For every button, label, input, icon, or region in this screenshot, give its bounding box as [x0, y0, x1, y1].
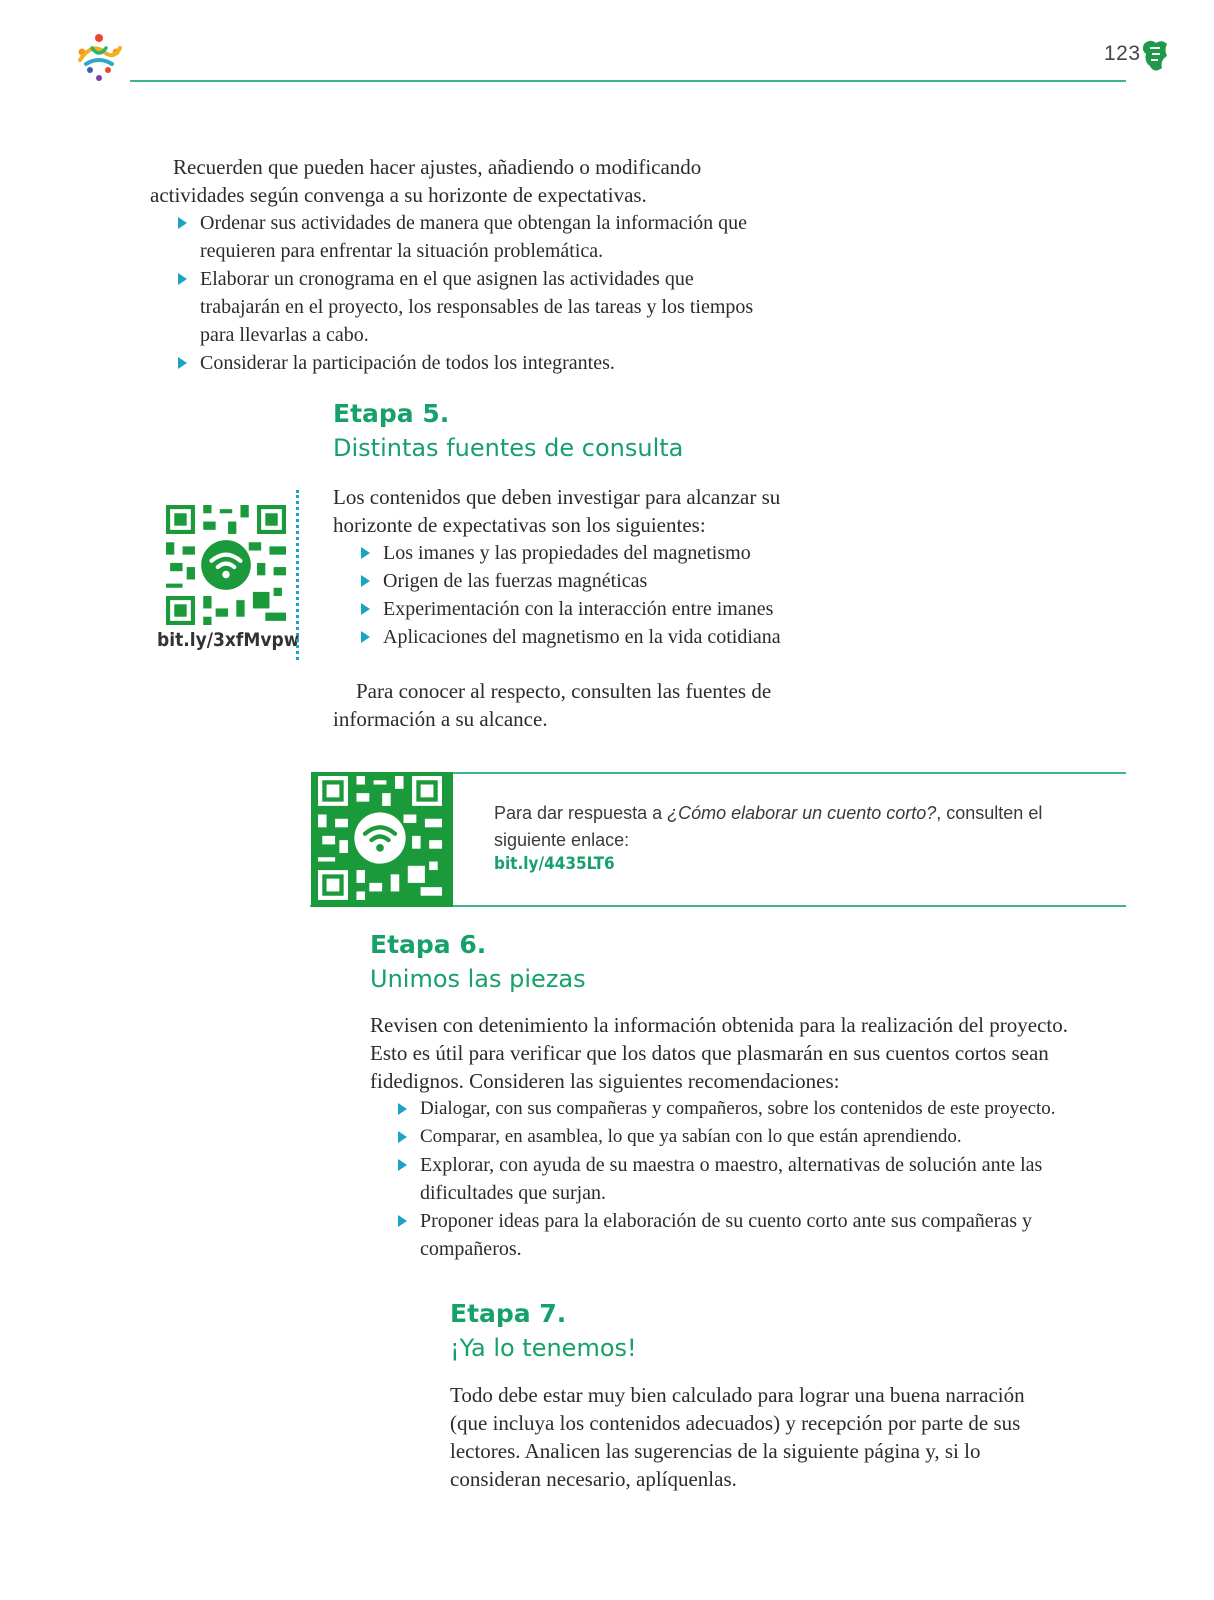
etapa5-heading: [333, 397, 683, 465]
triangle-bullet-icon: [361, 575, 370, 587]
glyph-icon: [1140, 38, 1170, 74]
triangle-bullet-icon: [398, 1131, 407, 1143]
callout-link[interactable]: bit.ly/4435LT6: [494, 854, 615, 874]
etapa6-paragraph: Revisen con detenimiento la información obtenida para la realización del proyecto. Esto es útil para verificar que los datos que plasmarán en sus cuentos cortos sean fidedignos. Consideren las siguientes recomendaciones:: [370, 1013, 1068, 1093]
etapa6-heading: [370, 928, 586, 996]
triangle-bullet-icon: [178, 273, 187, 285]
triangle-bullet-icon: [398, 1215, 407, 1227]
etapa5-number: Etapa 5.: [333, 399, 450, 428]
etapa7-title: ¡Ya lo tenemos!: [450, 1334, 637, 1362]
list-item: Dialogar, con sus compañeras y compañeros, sobre los contenidos de este proyecto.: [396, 1095, 1116, 1123]
etapa5-body: [333, 483, 853, 733]
triangle-bullet-icon: [361, 603, 370, 615]
callout-italic-question: ¿Cómo elaborar un cuento corto?: [667, 803, 937, 823]
etapa5-paragraph-2: Para conocer al respecto, consulten las fuentes de información a su alcance.: [333, 679, 772, 731]
etapa5-paragraph: Los contenidos que deben investigar para alcanzar su horizonte de expectativas son los siguientes:: [333, 485, 781, 537]
etapa6-body: [370, 1011, 1110, 1263]
qr-code-icon[interactable]: [166, 505, 286, 625]
list-item: Los imanes y las propiedades del magnetismo: [359, 539, 853, 567]
list-item: Comparar, en asamblea, lo que ya sabían con lo que están aprendiendo.: [396, 1123, 1116, 1151]
etapa7-number: Etapa 7.: [450, 1299, 567, 1328]
list-item: Elaborar un cronograma en el que asignen las actividades que trabajarán en el proyecto, los responsables de las tareas y los tiempos para llevarlas a cabo.: [176, 265, 766, 349]
list-item: Proponer ideas para la elaboración de su cuento corto ante sus compañeras y compañeros.: [396, 1207, 1050, 1263]
triangle-bullet-icon: [178, 217, 187, 229]
qr-short-link[interactable]: bit.ly/3xfMvpw: [157, 629, 300, 651]
intro-paragraph: Recuerden que pueden hacer ajustes, añadiendo o modificando actividades según convenga a su horizonte de expectativas.: [150, 155, 702, 207]
callout-text: Para dar respuesta a ¿Cómo elaborar un cuento corto?, consulten el siguiente enlace:: [494, 803, 1043, 850]
etapa5-bullets: [359, 539, 853, 651]
header-rule: [130, 80, 1126, 82]
triangle-bullet-icon: [398, 1103, 407, 1115]
intro-section: [150, 153, 790, 377]
etapa6-bullets: [396, 1095, 1116, 1263]
intro-bullets: [176, 209, 766, 377]
page-number: 123: [1104, 42, 1141, 65]
list-item: Explorar, con ayuda de su maestra o maestro, alternativas de solución ante las dificultades que surjan.: [396, 1151, 1050, 1207]
etapa7-body: [450, 1381, 1050, 1493]
triangle-bullet-icon: [361, 631, 370, 643]
list-item: Ordenar sus actividades de manera que obtengan la información que requieren para enfrentar la situación problemática.: [176, 209, 766, 265]
list-item: Aplicaciones del magnetismo en la vida cotidiana: [359, 623, 853, 651]
qr-code-icon[interactable]: [318, 776, 442, 900]
list-item: Considerar la participación de todos los integrantes.: [176, 349, 766, 377]
etapa5-title: Distintas fuentes de consulta: [333, 434, 684, 462]
etapa7-heading: [450, 1297, 637, 1365]
series-logo-icon: [72, 30, 126, 84]
triangle-bullet-icon: [361, 547, 370, 559]
dotted-divider: [296, 490, 299, 660]
callout-top-rule: [450, 772, 1126, 774]
triangle-bullet-icon: [178, 357, 187, 369]
etapa6-title: Unimos las piezas: [370, 965, 586, 993]
etapa6-number: Etapa 6.: [370, 930, 487, 959]
etapa7-paragraph: Todo debe estar muy bien calculado para lograr una buena narración (que incluya los contenidos adecuados) y recepción por parte de sus lectores. Analicen las sugerencias de la siguiente página y, si lo consideran necesario, aplíquenlas.: [450, 1383, 1025, 1491]
list-item: Origen de las fuerzas magnéticas: [359, 567, 853, 595]
triangle-bullet-icon: [398, 1159, 407, 1171]
list-item: Experimentación con la interacción entre imanes: [359, 595, 853, 623]
